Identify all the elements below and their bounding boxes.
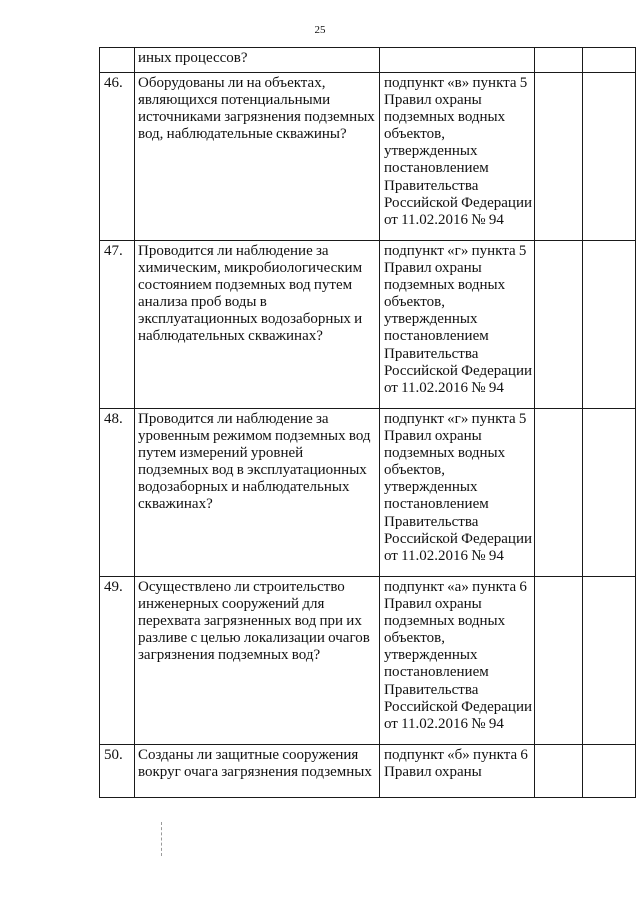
legal-line: утвержденных [384,143,478,160]
legal-line: постановлением [384,160,489,177]
question-line: источниками загрязнения подземных [138,109,375,126]
question-cell [135,409,380,577]
note-cell [583,745,636,798]
row-number: 50. [100,745,135,798]
legal-line: Правительства [384,681,479,698]
legal-reference-cell [380,577,535,745]
legal-line: Правил охраны [384,92,482,109]
legal-line: от 11.02.2016 № 94 [384,379,504,396]
legal-line: постановлением [384,496,489,513]
table-row-continuation [100,48,636,73]
question-line: скважинах? [138,496,213,513]
legal-line: подпункт «в» пункта 5 [384,75,528,91]
legal-line: Правительства [384,513,479,530]
legal-reference-cell [380,745,535,798]
table-row-50 [100,745,636,798]
question-line: иных процессов? [138,50,248,66]
table-row-47 [100,241,636,409]
legal-line: Правил охраны [384,596,482,613]
legal-line: подземных водных [384,613,506,630]
question-line: водозаборных и наблюдательных [138,479,350,496]
legal-line: объектов, [384,630,445,647]
legal-line: Правительства [384,177,479,194]
table-row-48 [100,409,636,577]
legal-line: Правил охраны [384,260,482,277]
legal-line: объектов, [384,462,445,479]
question-line: эксплуатационных водозаборных и [138,311,363,328]
question-cell [135,577,380,745]
question-line: загрязнения подземных вод? [138,647,321,664]
question-line: химическим, микробиологическим [138,260,363,277]
legal-line: Российской Федерации [384,362,533,379]
row-number: 46. [100,73,135,241]
question-cell [135,241,380,409]
legal-line: от 11.02.2016 № 94 [384,715,504,732]
legal-line: подпункт «г» пункта 5 [384,243,527,259]
legal-line: от 11.02.2016 № 94 [384,211,504,228]
note-cell [583,409,636,577]
question-line: состоянием подземных вод путем [138,277,353,294]
legal-line: Правительства [384,345,479,362]
answer-cell [535,241,583,409]
question-line: вод, наблюдательные скважины? [138,126,347,143]
question-line: наблюдательных скважинах? [138,328,323,345]
question-line: инженерных сооружений для [138,596,325,613]
page-number: 25 [314,24,326,36]
checklist-table [99,47,636,798]
legal-line: Правил охраны [384,428,482,445]
legal-line: подземных водных [384,109,506,126]
legal-line: постановлением [384,328,489,345]
legal-line: подземных водных [384,277,506,294]
question-line: путем измерений уровней [138,445,304,462]
legal-line: подпункт «б» пункта 6 [384,747,528,763]
answer-cell [535,73,583,241]
legal-reference-cell [380,48,535,73]
question-line: разливе с целью локализации очагов [138,630,370,647]
question-line: подземных вод в эксплуатационных [138,462,367,479]
question-line: Проводится ли наблюдение за [138,243,329,259]
legal-line: утвержденных [384,311,478,328]
scan-margin-mark [161,822,162,856]
question-cell [135,745,380,798]
question-line: вокруг очага загрязнения подземных [138,764,372,781]
question-line: анализа проб воды в [138,294,267,311]
legal-line: утвержденных [384,479,478,496]
question-line: Проводится ли наблюдение за [138,411,329,427]
note-cell [583,73,636,241]
legal-line: Российской Федерации [384,530,533,547]
row-number: 49. [100,577,135,745]
question-line: перехвата загрязненных вод при их [138,613,362,630]
note-cell [583,241,636,409]
legal-line: объектов, [384,126,445,143]
answer-cell [535,48,583,73]
question-cell [135,73,380,241]
legal-line: постановлением [384,664,489,681]
legal-line: подпункт «г» пункта 5 [384,411,527,427]
number-cell [100,48,135,73]
note-cell [583,48,636,73]
question-line: уровенным режимом подземных вод [138,428,371,445]
answer-cell [535,409,583,577]
answer-cell [535,577,583,745]
legal-reference-cell [380,409,535,577]
legal-line: утвержденных [384,647,478,664]
question-cell [135,48,380,73]
question-line: Осуществлено ли строительство [138,579,345,595]
legal-line: Российской Федерации [384,698,533,715]
legal-reference-cell [380,241,535,409]
row-number: 47. [100,241,135,409]
note-cell [583,577,636,745]
table-row-49 [100,577,636,745]
legal-line: объектов, [384,294,445,311]
legal-line: от 11.02.2016 № 94 [384,547,504,564]
question-line: являющихся потенциальными [138,92,331,109]
legal-line: Правил охраны [384,764,482,781]
question-line: Оборудованы ли на объектах, [138,75,326,91]
question-line: Созданы ли защитные сооружения [138,747,359,763]
legal-line: подпункт «а» пункта 6 [384,579,527,595]
row-number: 48. [100,409,135,577]
legal-line: подземных водных [384,445,506,462]
legal-line: Российской Федерации [384,194,533,211]
table-row-46 [100,73,636,241]
legal-reference-cell [380,73,535,241]
answer-cell [535,745,583,798]
